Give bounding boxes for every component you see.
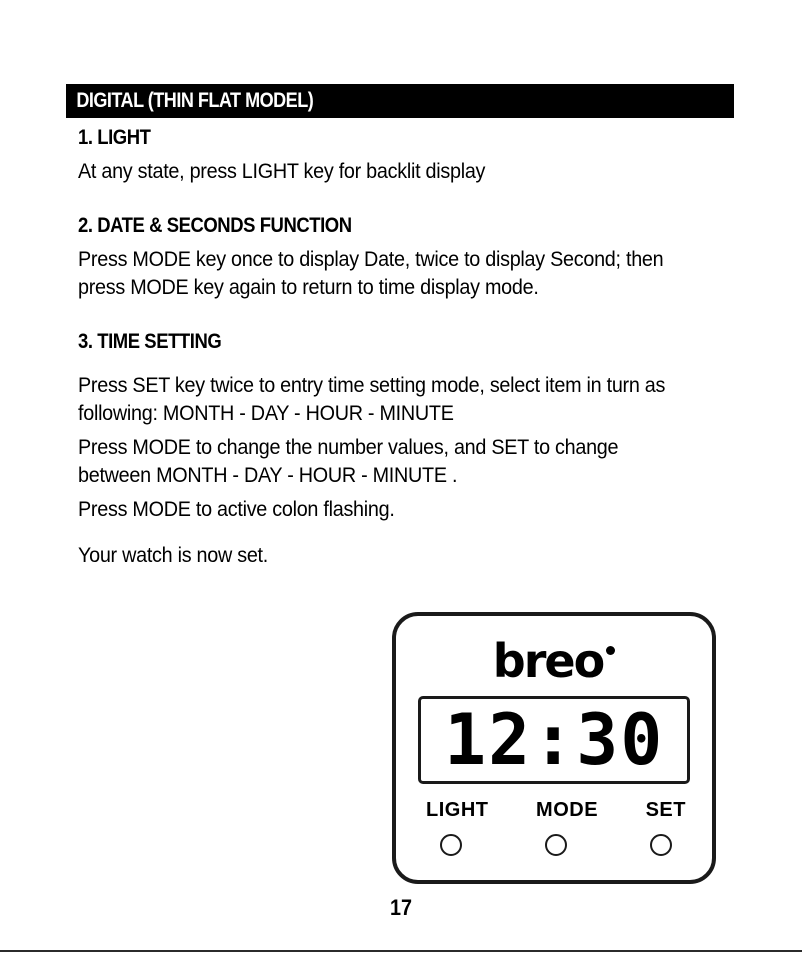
section-heading-light: 1. LIGHT [78,126,151,149]
watch-buttons [440,834,672,856]
page-content [78,124,738,569]
page-title: DIGITAL (THIN FLAT MODEL) [76,89,314,112]
section-text-time-setting-3: Press MODE to active colon flashing. [78,496,395,521]
section-heading-time-setting: 3. TIME SETTING [78,329,222,353]
button-label-set: SET [645,799,686,821]
button-label-light: LIGHT [426,799,489,821]
page-number: 17 [389,895,413,920]
brand-logo [396,634,712,688]
watch-button-labels [426,799,686,822]
section-text-time-setting-4: Your watch is now set. [78,542,269,567]
section-text-time-setting-2: Press MODE to change the number values, and SET to change between MONTH - DAY - HOUR - MINUTE . [78,434,619,487]
brand-dot-icon [606,646,615,655]
lcd-time-value: 12:30 [443,697,665,782]
section-text-light: At any state, press LIGHT key for backlit display [78,159,486,183]
bottom-divider [0,950,802,952]
lcd-display [418,696,690,784]
section-text-time-setting-1: Press SET key twice to entry time setting mode, select item in turn as following: MONTH - DAY - HOUR - MINUTE [78,372,666,425]
section-text-date-seconds: Press MODE key once to display Date, twice to display Second; then press MODE key again to return to time display mode. [78,246,664,299]
brand-name: breo [492,634,604,688]
watch-illustration [392,612,716,884]
section-header-bar [66,84,734,118]
mode-button[interactable] [545,834,567,856]
button-label-mode: MODE [536,799,599,821]
section-heading-date-seconds: 2. DATE & SECONDS FUNCTION [78,213,352,237]
light-button[interactable] [440,834,462,856]
set-button[interactable] [650,834,672,856]
